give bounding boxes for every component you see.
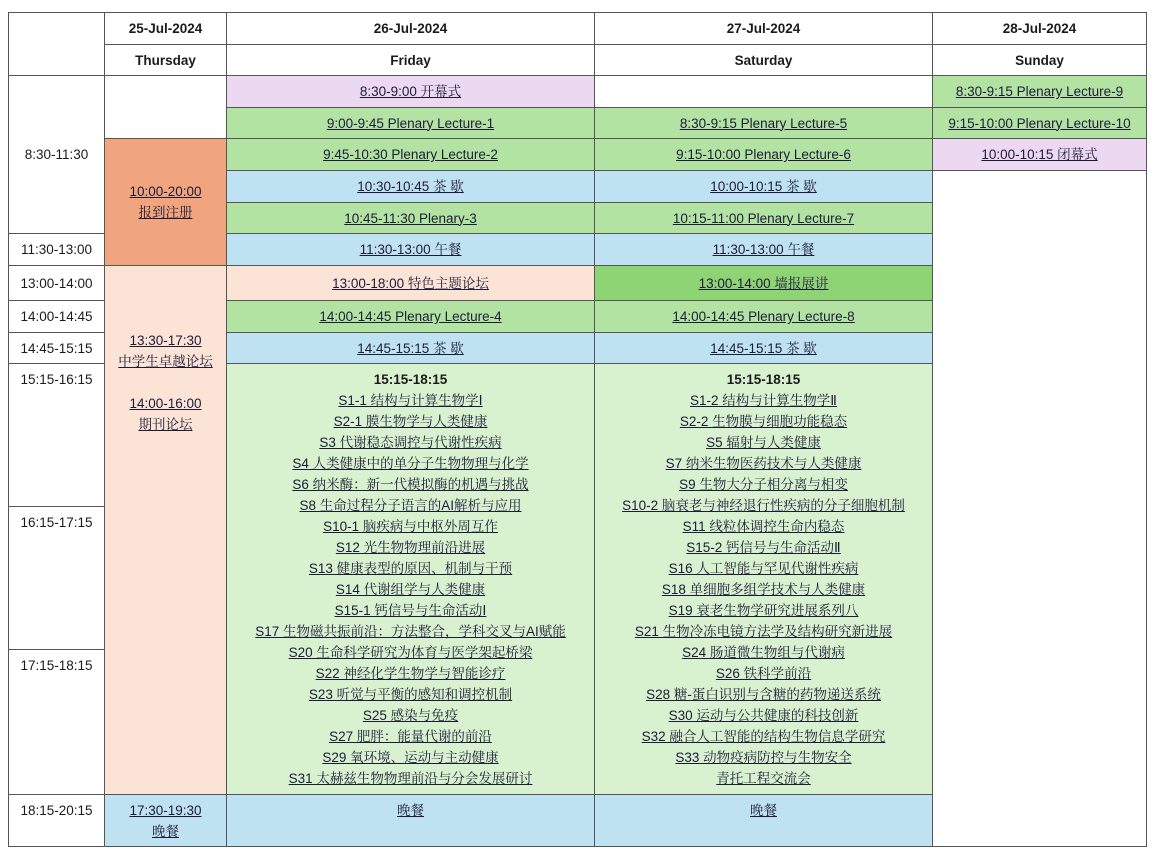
session-link[interactable]: S16 人工智能与罕见代谢性疾病 <box>668 561 859 576</box>
session-item <box>255 663 566 684</box>
plenary-lecture-4-link[interactable]: 14:00-14:45 Plenary Lecture-4 <box>319 309 502 324</box>
tea-break-link[interactable]: 10:00-10:15 茶 歇 <box>710 179 817 194</box>
time-slot: 14:45-15:15 <box>8 333 105 364</box>
session-time-heading: 15:15-18:15 <box>726 372 801 387</box>
saturday-plenary-5 <box>595 108 933 139</box>
session-link[interactable]: S23 听觉与平衡的感知和调控机制 <box>308 687 513 702</box>
day-date-friday: 26-Jul-2024 <box>227 12 595 45</box>
friday-lunch <box>227 234 595 266</box>
friday-featured-forum <box>227 266 595 301</box>
student-forum-label[interactable]: 中学生卓越论坛 <box>118 354 213 369</box>
dinner-link[interactable]: 晚餐 <box>750 803 777 818</box>
friday-plenary-4 <box>227 301 595 333</box>
time-slot: 14:00-14:45 <box>8 301 105 333</box>
session-item <box>255 600 566 621</box>
session-link[interactable]: S15-1 钙信号与生命活动Ⅰ <box>334 603 487 618</box>
dinner-link[interactable]: 晚餐 <box>397 803 424 818</box>
tea-break-link[interactable]: 10:30-10:45 茶 歇 <box>357 179 464 194</box>
session-link[interactable]: 青托工程交流会 <box>716 771 811 786</box>
time-slot: 13:00-14:00 <box>8 266 105 301</box>
friday-plenary-2 <box>227 139 595 171</box>
session-link[interactable]: S1-2 结构与计算生物学Ⅱ <box>690 393 837 408</box>
session-list <box>255 390 566 789</box>
session-item <box>622 726 905 747</box>
session-link[interactable]: S32 融合人工智能的结构生物信息学研究 <box>641 729 886 744</box>
registration-label[interactable]: 报到注册 <box>138 205 193 220</box>
thursday-dinner-time[interactable]: 17:30-19:30 <box>129 802 202 818</box>
session-item <box>255 516 566 537</box>
session-item <box>622 453 905 474</box>
session-link[interactable]: S30 运动与公共健康的科技创新 <box>668 708 859 723</box>
session-item <box>622 474 905 495</box>
lunch-link[interactable]: 11:30-13:00 午餐 <box>712 242 815 257</box>
opening-ceremony-link[interactable]: 8:30-9:00 开幕式 <box>359 84 462 99</box>
session-item <box>622 600 905 621</box>
session-link[interactable]: S19 衰老生物学研究进展系列八 <box>668 603 859 618</box>
tea-break-link[interactable]: 14:45-15:15 茶 歇 <box>710 340 817 356</box>
session-link[interactable]: S21 生物冷冻电镜方法学及结构研究新进展 <box>634 624 893 639</box>
featured-forum-link[interactable]: 13:00-18:00 特色主题论坛 <box>332 275 489 291</box>
day-weekday-thursday: Thursday <box>105 45 227 76</box>
session-item <box>622 705 905 726</box>
session-link[interactable]: S27 肥胖：能量代谢的前沿 <box>329 729 492 744</box>
plenary-lecture-10-link[interactable]: 9:15-10:00 Plenary Lecture-10 <box>948 115 1131 131</box>
session-link[interactable]: S6 纳米酶：新一代模拟酶的机遇与挑战 <box>292 477 529 492</box>
session-link[interactable]: S24 肠道微生物组与代谢病 <box>682 645 845 660</box>
friday-plenary-3 <box>227 203 595 234</box>
session-link[interactable]: S15-2 钙信号与生命活动Ⅱ <box>686 540 841 555</box>
session-item <box>622 621 905 642</box>
day-weekday-friday: Friday <box>227 45 595 76</box>
time-slot: 8:30-11:30 <box>8 76 105 234</box>
friday-opening <box>227 76 595 108</box>
session-item <box>622 642 905 663</box>
session-link[interactable]: S31 太赫兹生物物理前沿与分会发展研讨 <box>288 771 533 786</box>
session-item <box>255 579 566 600</box>
session-item <box>255 411 566 432</box>
session-item <box>622 579 905 600</box>
session-item <box>255 705 566 726</box>
day-weekday-saturday: Saturday <box>595 45 933 76</box>
session-item <box>255 537 566 558</box>
session-link[interactable]: S33 动物疫病防控与生物安全 <box>675 750 852 765</box>
time-slot: 18:15-20:15 <box>8 795 105 847</box>
session-item <box>255 453 566 474</box>
session-link[interactable]: S8 生命过程分子语言的AI解析与应用 <box>299 498 522 513</box>
plenary-lecture-1-link[interactable]: 9:00-9:45 Plenary Lecture-1 <box>326 115 495 131</box>
student-forum-time[interactable]: 13:30-17:30 <box>129 333 202 348</box>
thursday-dinner-label[interactable]: 晚餐 <box>152 823 179 839</box>
plenary-lecture-9-link[interactable]: 8:30-9:15 Plenary Lecture-9 <box>955 84 1124 99</box>
saturday-plenary-8 <box>595 301 933 333</box>
thursday-empty <box>105 76 227 139</box>
session-item <box>255 390 566 411</box>
session-item <box>622 390 905 411</box>
time-slot: 15:15-16:15 <box>8 364 105 507</box>
session-item <box>622 537 905 558</box>
time-slot: 17:15-18:15 <box>8 650 105 795</box>
sunday-empty <box>933 171 1147 847</box>
session-link[interactable]: S25 感染与免疫 <box>362 708 459 723</box>
day-date-thursday: 25-Jul-2024 <box>105 12 227 45</box>
session-link[interactable]: S22 神经化学生物学与智能诊疗 <box>315 666 506 681</box>
thursday-dinner[interactable] <box>105 795 227 847</box>
session-item <box>255 768 566 789</box>
session-link[interactable]: S4 人类健康中的单分子生物物理与化学 <box>292 456 529 471</box>
saturday-tea-break-2 <box>595 333 933 364</box>
session-item <box>622 684 905 705</box>
time-slot: 16:15-17:15 <box>8 507 105 650</box>
session-item <box>255 684 566 705</box>
session-item <box>255 747 566 768</box>
day-weekday-sunday: Sunday <box>933 45 1147 76</box>
friday-plenary-1 <box>227 108 595 139</box>
session-link[interactable]: S3 代谢稳态调控与代谢性疾病 <box>319 435 502 450</box>
sunday-closing <box>933 139 1147 171</box>
session-link[interactable]: S1-1 结构与计算生物学Ⅰ <box>338 393 483 408</box>
poster-session-link[interactable]: 13:00-14:00 墙报展讲 <box>698 275 829 291</box>
lunch-link[interactable]: 11:30-13:00 午餐 <box>359 242 462 257</box>
session-time-heading: 15:15-18:15 <box>373 372 448 387</box>
plenary-lecture-5-link[interactable]: 8:30-9:15 Plenary Lecture-5 <box>679 115 848 131</box>
plenary-lecture-6-link[interactable]: 9:15-10:00 Plenary Lecture-6 <box>676 147 851 162</box>
day-date-sunday: 28-Jul-2024 <box>933 12 1147 45</box>
session-item <box>622 663 905 684</box>
session-item <box>622 516 905 537</box>
session-link[interactable]: S28 糖-蛋白识别与含糖的药物递送系统 <box>646 687 881 702</box>
time-slot: 11:30-13:00 <box>8 234 105 266</box>
session-item <box>255 558 566 579</box>
thursday-registration[interactable] <box>105 139 227 266</box>
session-link[interactable]: S29 氧环境、运动与主动健康 <box>322 750 499 765</box>
session-item <box>622 558 905 579</box>
session-link[interactable]: S13 健康表型的原因、机制与干预 <box>308 561 513 576</box>
journal-forum-label[interactable]: 期刊论坛 <box>138 417 193 432</box>
journal-forum-time[interactable]: 14:00-16:00 <box>129 396 202 411</box>
session-list <box>622 390 905 789</box>
friday-tea-break-1 <box>227 171 595 203</box>
corner-cell <box>8 12 105 76</box>
day-date-saturday: 27-Jul-2024 <box>595 12 933 45</box>
session-link[interactable]: S2-2 生物膜与细胞功能稳态 <box>679 414 848 429</box>
sunday-plenary-10 <box>933 108 1147 139</box>
session-link[interactable]: S14 代谢组学与人类健康 <box>335 582 486 597</box>
session-item <box>622 495 905 516</box>
closing-ceremony-link[interactable]: 10:00-10:15 闭幕式 <box>981 147 1098 162</box>
session-link[interactable]: S12 光生物物理前沿进展 <box>335 540 486 555</box>
friday-tea-break-2 <box>227 333 595 364</box>
session-item <box>622 432 905 453</box>
saturday-dinner <box>595 795 933 847</box>
session-link[interactable]: S9 生物大分子相分离与相变 <box>679 477 848 492</box>
plenary-lecture-2-link[interactable]: 9:45-10:30 Plenary Lecture-2 <box>323 147 498 162</box>
plenary-lecture-7-link[interactable]: 10:15-11:00 Plenary Lecture-7 <box>672 210 855 226</box>
session-item <box>622 768 905 789</box>
session-item <box>622 747 905 768</box>
registration-time[interactable]: 10:00-20:00 <box>129 184 202 199</box>
session-link[interactable]: S11 线粒体调控生命内稳态 <box>682 519 845 534</box>
saturday-tea-break-1 <box>595 171 933 203</box>
session-link[interactable]: S10-2 脑衰老与神经退行性疾病的分子细胞机制 <box>622 498 905 513</box>
tea-break-link[interactable]: 14:45-15:15 茶 歇 <box>357 340 464 356</box>
session-item <box>255 621 566 642</box>
saturday-plenary-6 <box>595 139 933 171</box>
session-item <box>255 432 566 453</box>
session-link[interactable]: S10-1 脑疾病与中枢外周互作 <box>323 519 498 534</box>
session-link[interactable]: S26 铁科学前沿 <box>715 666 812 681</box>
session-item <box>255 474 566 495</box>
session-link[interactable]: S20 生命科学研究为体育与医学架起桥梁 <box>288 645 533 660</box>
session-item <box>622 411 905 432</box>
sunday-plenary-9 <box>933 76 1147 108</box>
session-link[interactable]: S5 辐射与人类健康 <box>706 435 821 450</box>
session-item <box>255 495 566 516</box>
session-link[interactable]: S18 单细胞多组学技术与人类健康 <box>661 582 866 597</box>
plenary-3-link[interactable]: 10:45-11:30 Plenary-3 <box>344 210 477 226</box>
plenary-lecture-8-link[interactable]: 14:00-14:45 Plenary Lecture-8 <box>672 309 855 324</box>
saturday-poster <box>595 266 933 301</box>
saturday-empty <box>595 76 933 108</box>
session-link[interactable]: S2-1 膜生物学与人类健康 <box>333 414 488 429</box>
session-link[interactable]: S7 纳米生物医药技术与人类健康 <box>665 456 862 471</box>
thursday-forums[interactable] <box>105 266 227 795</box>
friday-sessions <box>227 364 595 795</box>
friday-dinner <box>227 795 595 847</box>
session-link[interactable]: S17 生物磁共振前沿：方法整合，学科交叉与AI赋能 <box>255 624 566 639</box>
saturday-lunch <box>595 234 933 266</box>
session-item <box>255 726 566 747</box>
session-item <box>255 642 566 663</box>
saturday-plenary-7 <box>595 203 933 234</box>
saturday-sessions <box>595 364 933 795</box>
